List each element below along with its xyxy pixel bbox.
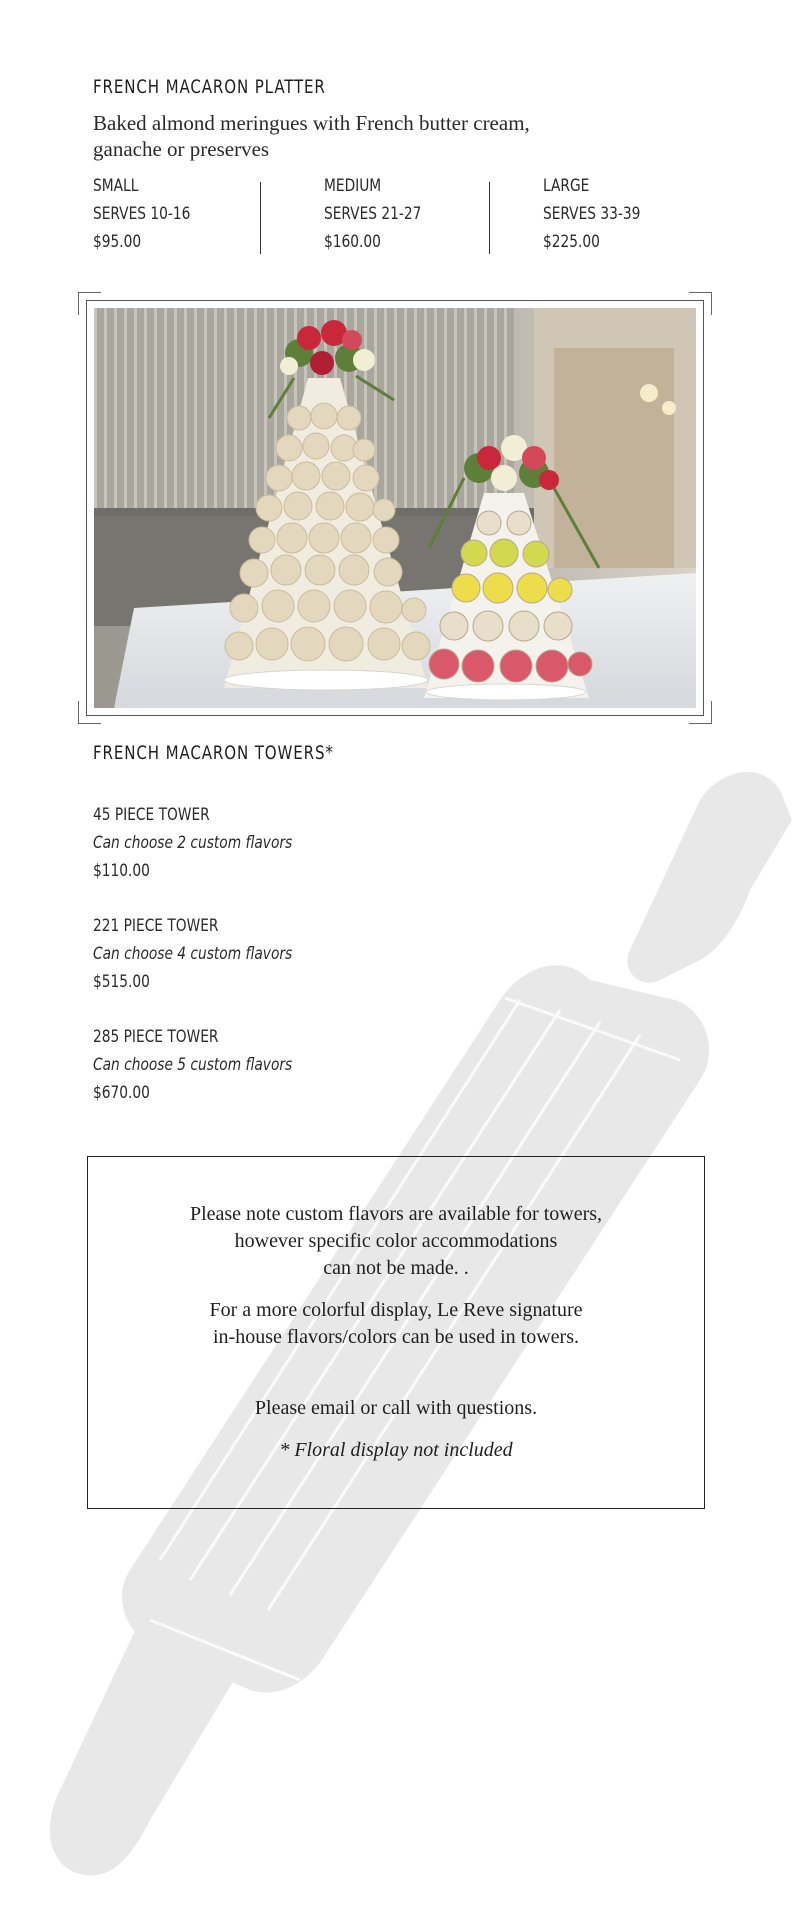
note-box bbox=[87, 1156, 705, 1509]
tower-item bbox=[93, 1023, 292, 1107]
size-price: $160.00 bbox=[324, 232, 381, 252]
macaron-towers-photo bbox=[94, 308, 696, 708]
contact-note bbox=[88, 1395, 704, 1422]
tower-item bbox=[93, 912, 292, 996]
tower-flavors: Can choose 5 custom flavors bbox=[93, 1055, 293, 1075]
size-small bbox=[93, 172, 190, 256]
note-line: in-house flavors/colors can be used in towers. bbox=[212, 1326, 579, 1348]
platter-sizes bbox=[0, 172, 794, 262]
tower-price: $515.00 bbox=[93, 972, 150, 992]
note-line: For a more colorful display, Le Reve signature bbox=[209, 1299, 583, 1321]
platter-title: FRENCH MACARON PLATTER bbox=[93, 76, 326, 98]
size-price: $95.00 bbox=[93, 232, 142, 252]
photo-frame bbox=[78, 292, 712, 724]
note-line: however specific color accommodations bbox=[234, 1230, 558, 1252]
size-divider bbox=[489, 182, 490, 254]
tower-flavors: Can choose 2 custom flavors bbox=[93, 833, 293, 853]
size-divider bbox=[260, 182, 261, 254]
tower-name: 285 PIECE TOWER bbox=[93, 1027, 219, 1047]
note-line: * Floral display not included bbox=[279, 1439, 513, 1461]
size-medium bbox=[324, 172, 421, 256]
size-name: MEDIUM bbox=[324, 176, 382, 196]
tower-item bbox=[93, 801, 292, 885]
size-large bbox=[543, 172, 640, 256]
size-serves: SERVES 33-39 bbox=[543, 204, 641, 224]
platter-description-line: Baked almond meringues with French butter cream, bbox=[93, 111, 530, 135]
platter-description bbox=[93, 110, 653, 162]
size-name: LARGE bbox=[543, 176, 590, 196]
note-paragraph bbox=[88, 1201, 704, 1282]
size-serves: SERVES 21-27 bbox=[324, 204, 422, 224]
tower-flavors: Can choose 4 custom flavors bbox=[93, 944, 293, 964]
tower-price: $670.00 bbox=[93, 1083, 150, 1103]
size-price: $225.00 bbox=[543, 232, 600, 252]
floral-disclaimer bbox=[88, 1437, 704, 1464]
platter-description-line: ganache or preserves bbox=[93, 137, 270, 161]
size-name: SMALL bbox=[93, 176, 139, 196]
tower-name: 45 PIECE TOWER bbox=[93, 805, 210, 825]
size-serves: SERVES 10-16 bbox=[93, 204, 191, 224]
tower-price: $110.00 bbox=[93, 861, 150, 881]
towers-title: FRENCH MACARON TOWERS* bbox=[93, 742, 334, 764]
note-line: Please note custom flavors are available for towers, bbox=[189, 1203, 603, 1225]
tower-name: 221 PIECE TOWER bbox=[93, 916, 219, 936]
note-line: Please email or call with questions. bbox=[254, 1397, 538, 1419]
note-paragraph bbox=[88, 1297, 704, 1351]
note-line: can not be made. . bbox=[323, 1257, 469, 1279]
